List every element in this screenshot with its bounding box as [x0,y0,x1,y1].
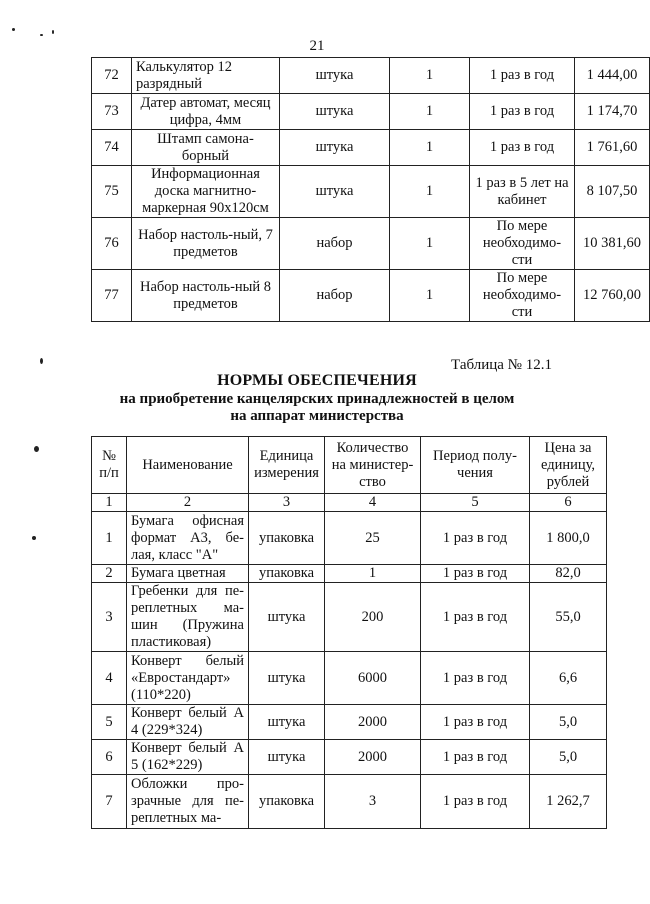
item-period: По мере необходимо-сти [470,270,575,322]
item-period: 1 раз в год [421,652,530,705]
item-quantity: 25 [325,512,421,565]
scan-speck [34,446,39,452]
item-unit: штука [249,583,325,652]
item-name: Конверт белый «Евростандарт» (110*220) [127,652,249,705]
row-number: 4 [92,652,127,705]
table-row [92,130,650,166]
item-name: Конверт белый А 4 (229*324) [127,705,249,740]
item-unit: набор [280,218,390,270]
table-row [92,218,650,270]
header-price: Цена за единицу, рублей [530,437,607,494]
header-quantity: Количество на министер-ство [325,437,421,494]
item-period: По мере необходимо-сти [470,218,575,270]
table-number-label: Таблица № 12.1 [451,357,552,373]
table-row [92,775,607,829]
item-unit: штука [280,58,390,94]
row-number: 6 [92,740,127,775]
item-price: 55,0 [530,583,607,652]
column-number: 1 [92,494,127,512]
row-number: 5 [92,705,127,740]
item-period: 1 раз в год [421,740,530,775]
table-row [92,94,650,130]
item-name: Набор настоль-ный 8 предметов [132,270,280,322]
column-number: 5 [421,494,530,512]
row-number: 74 [92,130,132,166]
table-row [92,58,650,94]
section-subtitle-line-1: на приобретение канцелярских принадлежностей в целом [119,391,515,407]
table-header-row [92,437,607,494]
item-period: 1 раз в год [421,512,530,565]
table-row [92,512,607,565]
item-quantity: 1 [390,94,470,130]
item-quantity: 2000 [325,705,421,740]
table-row [92,740,607,775]
scan-speck [52,30,54,34]
row-number: 2 [92,565,127,583]
item-quantity: 1 [390,218,470,270]
item-period: 1 раз в год [421,583,530,652]
item-period: 1 раз в 5 лет на кабинет [470,166,575,218]
item-price: 6,6 [530,652,607,705]
item-unit: упаковка [249,565,325,583]
item-unit: упаковка [249,775,325,829]
item-period: 1 раз в год [470,94,575,130]
item-quantity: 1 [390,166,470,218]
item-quantity: 6000 [325,652,421,705]
item-quantity: 200 [325,583,421,652]
item-period: 1 раз в год [470,130,575,166]
item-price: 8 107,50 [575,166,650,218]
table-row [92,166,650,218]
item-price: 1 444,00 [575,58,650,94]
item-price: 10 381,60 [575,218,650,270]
column-number: 6 [530,494,607,512]
continued-supplies-table [91,57,650,322]
item-price: 12 760,00 [575,270,650,322]
row-number: 76 [92,218,132,270]
item-price: 5,0 [530,740,607,775]
row-number: 1 [92,512,127,565]
section-title: НОРМЫ ОБЕСПЕЧЕНИЯ [217,372,417,389]
header-number: № п/п [92,437,127,494]
table-row [92,652,607,705]
supply-norms-table [91,436,607,829]
row-number: 72 [92,58,132,94]
item-price: 1 800,0 [530,512,607,565]
item-quantity: 3 [325,775,421,829]
row-number: 77 [92,270,132,322]
item-unit: упаковка [249,512,325,565]
row-number: 3 [92,583,127,652]
item-quantity: 1 [325,565,421,583]
row-number: 73 [92,94,132,130]
table-row [92,270,650,322]
table-row [92,583,607,652]
page-number: 21 [309,38,325,54]
item-price: 1 761,60 [575,130,650,166]
column-number: 4 [325,494,421,512]
item-period: 1 раз в год [421,705,530,740]
item-unit: штука [280,94,390,130]
item-name: Калькулятор 12 разрядный [132,58,280,94]
item-name: Гребенки для пе-реплетных ма-шин (Пружина пластиковая) [127,583,249,652]
item-unit: штука [249,705,325,740]
item-quantity: 1 [390,58,470,94]
header-period: Период полу-чения [421,437,530,494]
item-price: 1 174,70 [575,94,650,130]
item-price: 82,0 [530,565,607,583]
table-row [92,565,607,583]
row-number: 7 [92,775,127,829]
item-name: Набор настоль-ный, 7 предметов [132,218,280,270]
scan-speck [40,358,43,364]
item-name: Конверт белый А 5 (162*229) [127,740,249,775]
item-name: Информационная доска магнитно-маркерная 90х120см [132,166,280,218]
item-quantity: 2000 [325,740,421,775]
column-number: 2 [127,494,249,512]
header-unit: Единица измерения [249,437,325,494]
item-name: Датер автомат, месяц цифра, 4мм [132,94,280,130]
item-price: 1 262,7 [530,775,607,829]
item-unit: штука [280,166,390,218]
column-number-row [92,494,607,512]
item-period: 1 раз в год [470,58,575,94]
item-name: Штамп самона-борный [132,130,280,166]
item-name: Обложки про-зрачные для пе-реплетных ма- [127,775,249,829]
item-name: Бумага цветная [127,565,249,583]
item-unit: штука [280,130,390,166]
item-quantity: 1 [390,270,470,322]
item-unit: штука [249,740,325,775]
scan-speck [40,34,43,36]
item-price: 5,0 [530,705,607,740]
item-quantity: 1 [390,130,470,166]
item-period: 1 раз в год [421,565,530,583]
scan-speck [12,28,15,31]
item-unit: набор [280,270,390,322]
table-row [92,705,607,740]
item-period: 1 раз в год [421,775,530,829]
header-name: Наименование [127,437,249,494]
section-subtitle-line-2: на аппарат министерства [230,408,404,424]
row-number: 75 [92,166,132,218]
item-unit: штука [249,652,325,705]
scan-speck [32,536,36,540]
column-number: 3 [249,494,325,512]
item-name: Бумага офисная формат А3, бе-лая, класс "А" [127,512,249,565]
